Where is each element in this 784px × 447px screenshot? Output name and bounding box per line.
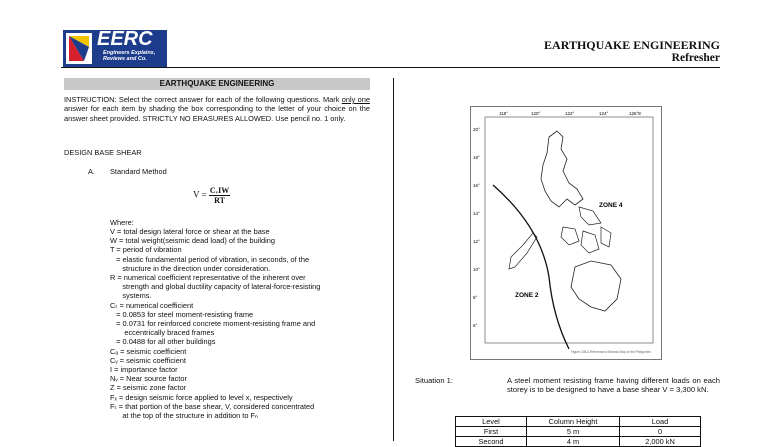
zone-boundary-line <box>493 185 569 349</box>
formula-lhs: V = <box>193 189 207 200</box>
bicol-region <box>579 207 601 225</box>
method-label: Standard Method <box>110 167 167 176</box>
header-subtitle: Refresher <box>671 52 720 64</box>
load-table <box>455 416 701 447</box>
definition-line: = 0.0731 for reinforced concrete moment-resisting frame and <box>110 319 316 329</box>
lat-tick: 14° <box>473 211 480 216</box>
definition-line: Cₜ = numerical coefficient <box>110 300 194 310</box>
logo-title: EERC <box>97 28 153 50</box>
visayas-island <box>581 231 599 253</box>
lon-tick: 118° <box>499 111 508 116</box>
table-cell: 4 m <box>527 437 620 447</box>
table-cell: Second <box>456 437 527 447</box>
logo-subtitle <box>103 50 155 62</box>
logo-subtitle-line-2: Reviews and Co. <box>103 56 147 62</box>
instruction-text-2: answer for each item by shading the box corresponding to the letter of your choice on the answer sheet provided. STRICTLY NO ERASURES ALLOWED. Use pencil no. 1 only. <box>64 104 370 123</box>
definition-line: Fₜ = that portion of the base shear, V, considered concentrated <box>110 401 315 411</box>
base-shear-formula <box>193 186 230 205</box>
table-cell: 5 m <box>527 427 620 437</box>
table-cell: First <box>456 427 527 437</box>
lat-tick: 18° <box>473 155 480 160</box>
definition-line: Z = seismic zone factor <box>110 383 187 393</box>
eerc-logo-icon <box>66 33 92 64</box>
map-caption: Figure 208-A Referenced Seismic Map of the Philippines <box>571 350 651 354</box>
table-header-height: Column Height <box>527 417 620 427</box>
table-row <box>456 427 701 437</box>
formula-numerator: CᵥIW <box>209 186 230 195</box>
table-header-row <box>456 417 701 427</box>
lon-tick: 126°E <box>629 111 642 116</box>
method-letter: A. <box>88 167 95 176</box>
visayas-island <box>561 227 579 245</box>
mindanao-island <box>571 261 621 311</box>
definition-line: eccentrically braced frames <box>110 328 215 338</box>
logo-subtitle-line-1: Engineers Explains, <box>103 50 156 56</box>
lat-tick: 12° <box>473 239 480 244</box>
header-title: EARTHQUAKE ENGINEERING <box>544 38 720 52</box>
definition-line: = elastic fundamental period of vibration, in seconds, of the <box>110 254 310 264</box>
definition-line: structure in the direction under consideration. <box>110 263 271 273</box>
lat-tick: 8° <box>473 295 478 300</box>
instruction-paragraph <box>64 95 370 123</box>
definition-line: Fₓ = design seismic force applied to level x, respectively <box>110 392 293 402</box>
definition-line: I = importance factor <box>110 365 178 375</box>
lat-tick: 16° <box>473 183 480 188</box>
zone-2-label: ZONE 2 <box>515 292 539 299</box>
lon-tick: 124° <box>599 111 609 116</box>
seismic-zone-map <box>470 106 662 360</box>
definition-line: Cₐ = seismic coefficient <box>110 346 187 356</box>
table-header-load: Load <box>620 417 701 427</box>
definition-line: R = numerical coefficient representative of the inherent over <box>110 273 306 283</box>
zone-4-label: ZONE 4 <box>599 202 623 209</box>
definition-line: Cᵥ = seismic coefficient <box>110 355 186 365</box>
formula-fraction <box>209 186 230 205</box>
design-heading: DESIGN BASE SHEAR <box>64 148 142 157</box>
lon-tick: 120° <box>531 111 541 116</box>
definition-line: systems. <box>110 291 152 301</box>
situation-label: Situation 1: <box>415 376 453 385</box>
table-cell: 0 <box>620 427 701 437</box>
section-title-bar: EARTHQUAKE ENGINEERING <box>64 78 370 90</box>
definition-line: = 0.0488 for all other buildings <box>110 337 216 347</box>
philippines-map-graphic <box>471 107 661 359</box>
column-divider <box>393 78 394 441</box>
definitions-list <box>110 227 320 420</box>
definition-line: Nᵥ = Near source factor <box>110 374 187 384</box>
table-cell: 2,000 kN <box>620 437 701 447</box>
lat-tick: 10° <box>473 267 480 272</box>
luzon-island <box>541 131 583 207</box>
formula-denominator: RT <box>214 196 225 205</box>
definition-line: = 0.0853 for steel moment-resisting frame <box>110 309 254 319</box>
where-label: Where: <box>110 218 134 227</box>
header-divider <box>61 67 720 68</box>
table-header-level: Level <box>456 417 527 427</box>
samar-island <box>601 227 611 247</box>
lon-tick: 122° <box>565 111 575 116</box>
palawan-island <box>509 233 537 269</box>
definition-line: W = total weight(seismic dead load) of the building <box>110 236 275 246</box>
table-row <box>456 437 701 447</box>
instruction-text-1: INSTRUCTION: Select the correct answer for each of the following questions. Mark <box>64 95 342 104</box>
definition-line: V = total design lateral force or shear at the base <box>110 227 270 236</box>
instruction-underlined: only one <box>341 95 370 104</box>
situation-text: A steel moment resisting frame having different loads on each storey is to be designed to have a base shear V = 3,300 kN. <box>507 376 720 395</box>
definition-line: strength and global ductility capacity of lateral-force-resisting <box>110 282 321 292</box>
definition-line: T = period of vibration <box>110 245 182 255</box>
lat-tick: 6° <box>473 323 478 328</box>
lat-tick: 20° <box>473 127 480 132</box>
definition-line: at the top of the structure in addition to Fₙ <box>110 411 258 421</box>
